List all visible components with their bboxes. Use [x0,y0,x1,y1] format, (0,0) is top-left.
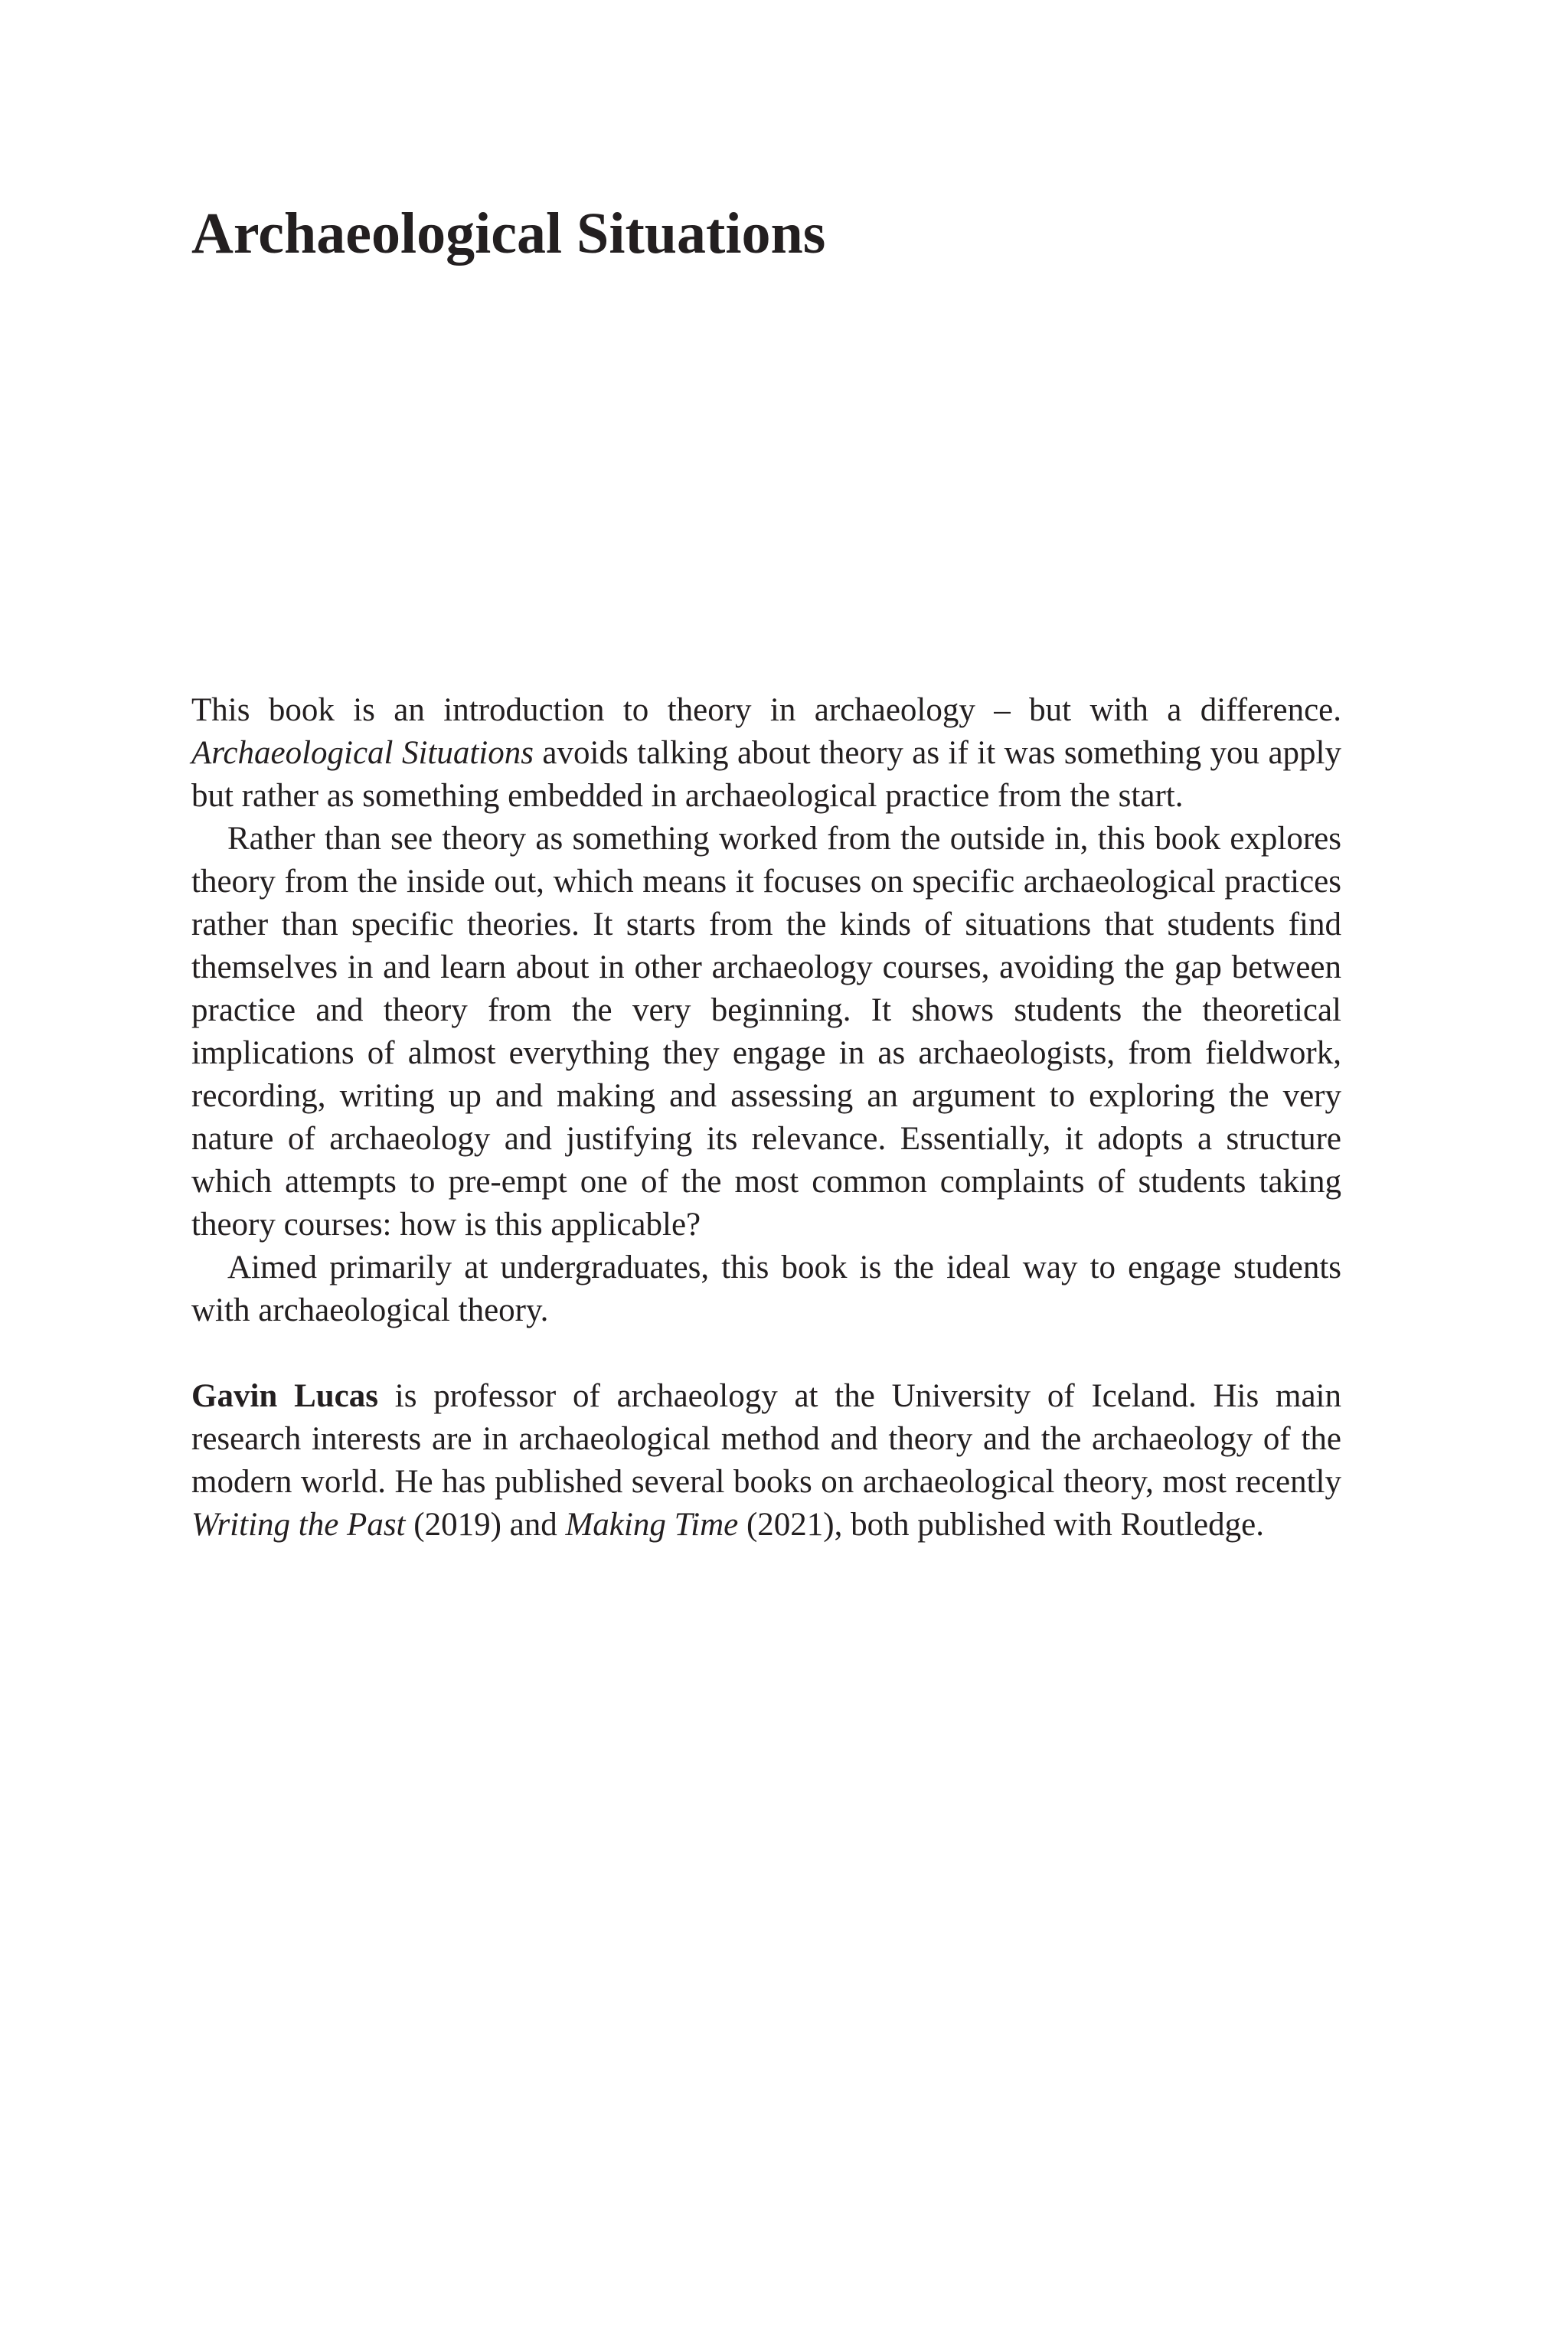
description-lead-text: This book is an introduction to theory in archaeology – but with a difference. [191,692,1341,728]
author-bio-text-2: (2019) and [405,1507,566,1543]
description-paragraph-2: Rather than see theory as something worked from the outside in, this book explores theory from the inside out, which means it focuses on specific archaeological practices rather than specific theories. It starts from the kinds of situations that students find themselves in and learn about in other archaeology courses, avoiding the gap between practice and theory from the very beginning. It shows students the theoretical implications of almost everything they engage in as archaeologists, from fieldwork, recording, writing up and making and assessing an argument to exploring the very nature of archaeology and justifying its relevance. Essentially, it adopts a structure which attempts to pre-empt one of the most common complaints of students taking theory courses: how is this applicable? [191,821,1341,1243]
description-paragraph-3: Aimed primarily at undergraduates, this book is the ideal way to engage students with archaeological theory. [191,1250,1341,1328]
page-title: Archaeological Situations [191,201,826,266]
description-paragraph-1 [191,689,1341,818]
book-description [191,689,1341,1547]
author-book-1-title: Writing the Past [191,1507,406,1543]
author-bio-text-3: (2021), both published with Routledge. [738,1507,1264,1543]
author-name: Gavin Lucas [191,1378,378,1414]
book-title-italic: Archaeological Situations [191,735,534,771]
author-book-2-title: Making Time [565,1507,739,1543]
author-bio-text-1: is professor of archaeology at the University of Iceland. His main research interests are in archaeological method and theory and the archaeology of the modern world. He has published several books on archaeological theory, most recently [191,1378,1341,1500]
author-bio [191,1375,1341,1547]
description-paragraph-1-rest: avoids talking about theory as if it was something you apply but rather as something embedded in archaeological practice from the start. [191,735,1341,814]
